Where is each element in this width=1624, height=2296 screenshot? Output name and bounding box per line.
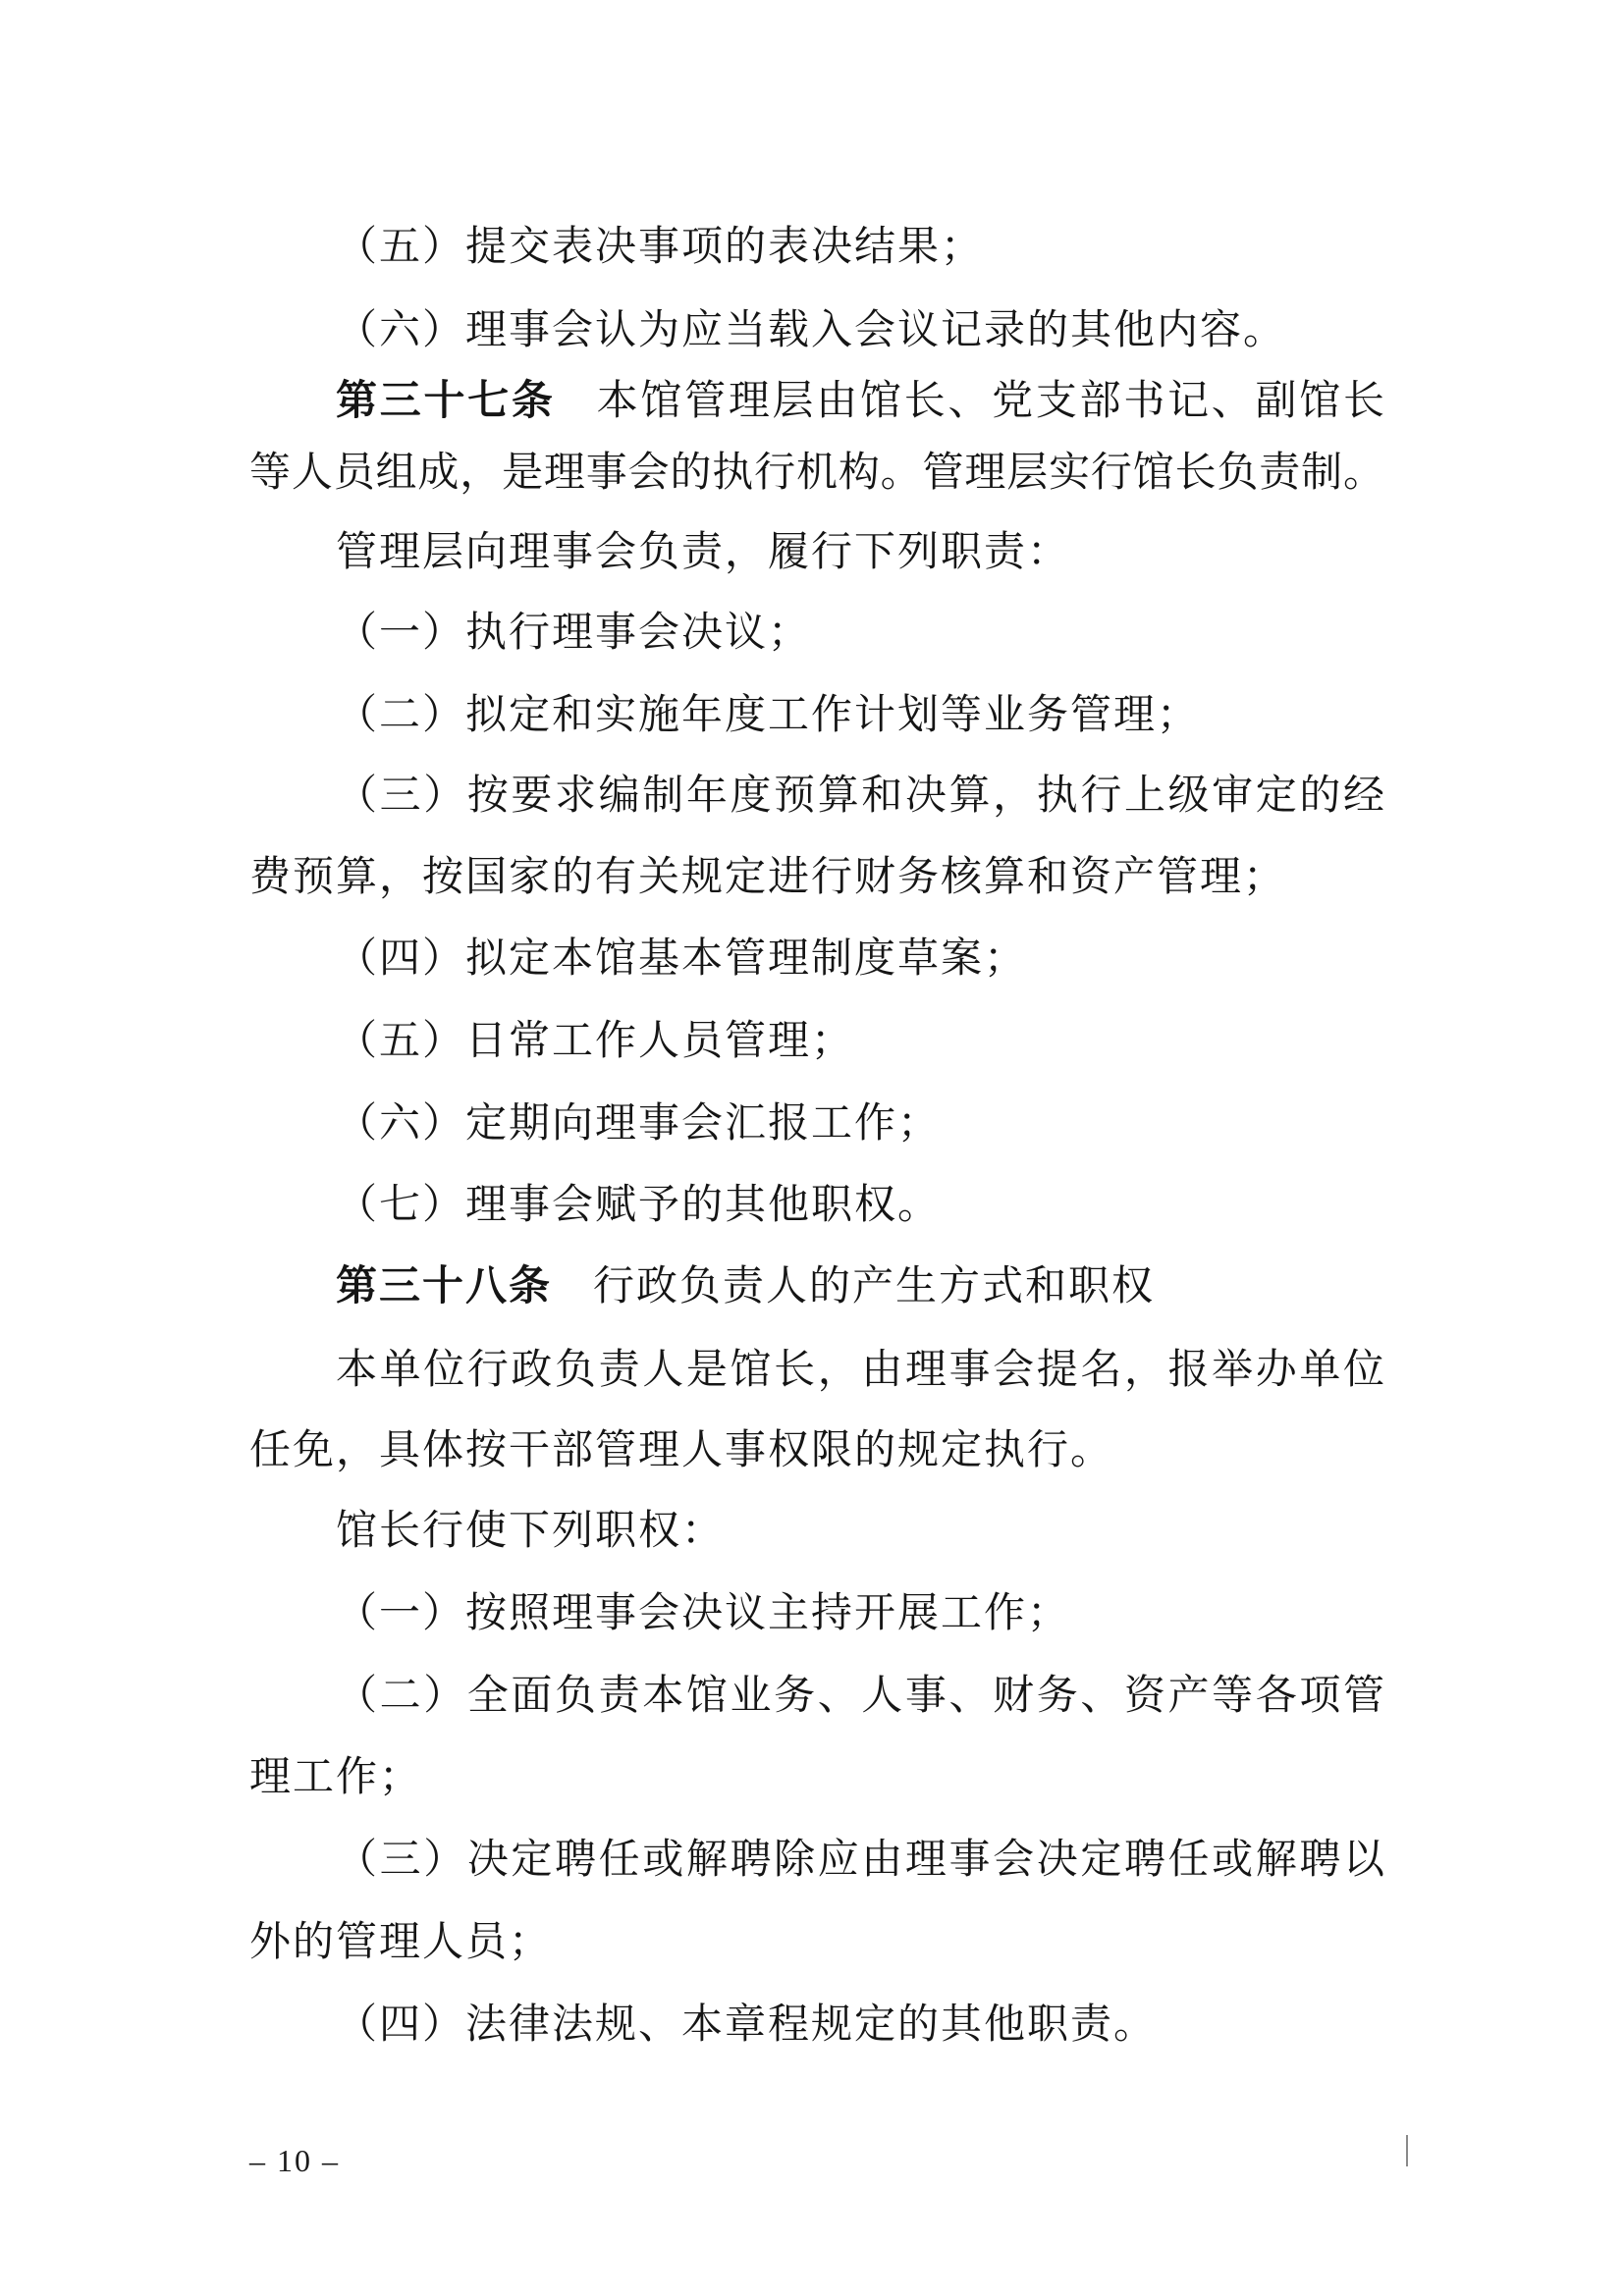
text-line: （二）全面负责本馆业务、人事、财务、资产等各项管 — [336, 1671, 1384, 1719]
article-number: 第三十八条 — [336, 1261, 553, 1309]
article-text: 本馆管理层由馆长、党支部书记、副馆长 — [596, 376, 1384, 424]
text-line: 任免，具体按干部管理人事权限的规定执行。 — [249, 1425, 1114, 1473]
text-line: 馆长行使下列职权： — [336, 1506, 726, 1554]
text-line: 等人员组成，是理事会的执行机构。管理层实行馆长负责制。 — [249, 448, 1384, 496]
text-line: 费预算，按国家的有关规定进行财务核算和资产管理； — [249, 852, 1287, 900]
article-number: 第三十七条 — [336, 376, 556, 424]
text-line: （三）按要求编制年度预算和决算，执行上级审定的经 — [336, 771, 1384, 819]
article-heading-line — [336, 1260, 1155, 1311]
text-line: （二）拟定和实施年度工作计划等业务管理； — [336, 690, 1201, 738]
page-number: – 10 – — [249, 2143, 340, 2178]
text-line: （六）理事会认为应当载入会议记录的其他内容。 — [336, 305, 1287, 353]
text-line: 外的管理人员； — [249, 1917, 553, 1965]
text-line: 本单位行政负责人是馆长，由理事会提名，报举办单位 — [336, 1345, 1384, 1393]
text-line: （四）拟定本馆基本管理制度草案； — [336, 934, 1028, 982]
text-line: （七）理事会赋予的其他职权。 — [336, 1180, 942, 1228]
article-text: 行政负责人的产生方式和职权 — [593, 1261, 1156, 1309]
text-line: （三）决定聘任或解聘除应由理事会决定聘任或解聘以 — [336, 1835, 1384, 1883]
article-heading-line — [336, 375, 1384, 426]
text-line: （五）日常工作人员管理； — [336, 1016, 855, 1064]
text-line: （六）定期向理事会汇报工作； — [336, 1098, 942, 1147]
text-line: （五）提交表决事项的表决结果； — [336, 222, 985, 270]
text-line: （四）法律法规、本章程规定的其他职责。 — [336, 2000, 1158, 2048]
text-line: （一）按照理事会决议主持开展工作； — [336, 1588, 1071, 1636]
text-line: 理工作； — [249, 1752, 423, 1800]
text-line: （一）执行理事会决议； — [336, 608, 812, 656]
text-line: 管理层向理事会负责，履行下列职责： — [336, 527, 1071, 575]
margin-mark — [1406, 2135, 1408, 2166]
